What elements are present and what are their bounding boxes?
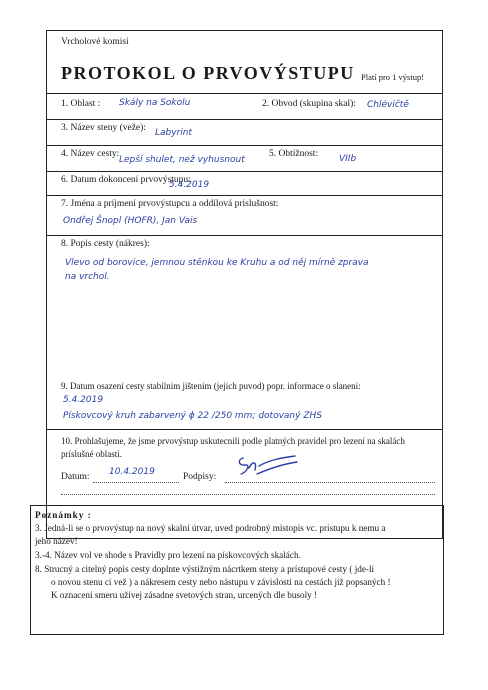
popis-line-1[interactable]: Vlevo od borovice, jemnou stěnkou ke Kruhu a od něj mírně zprava bbox=[65, 258, 369, 268]
row-datum-dokonceni bbox=[47, 171, 442, 196]
osazeni-label: 9. Datum osazení cesty stabilním jištením (jejich puvod) popr. informace o slanení: bbox=[61, 381, 361, 391]
note-line-2: jeho název! bbox=[35, 536, 78, 546]
notes-box bbox=[30, 505, 444, 635]
cesta-label: 4. Název cesty: bbox=[61, 149, 120, 159]
popis-line-2[interactable]: na vrchol. bbox=[65, 272, 110, 282]
osazeni-date[interactable]: 5.4.2019 bbox=[63, 395, 104, 405]
page-title: PROTOKOL O PRVOVÝSTUPU bbox=[61, 63, 355, 83]
stena-value[interactable]: Labyrint bbox=[155, 128, 193, 138]
jmena-value[interactable]: Ondřej Šnopl (HOFR), Jan Vais bbox=[63, 216, 198, 226]
row-cesta bbox=[47, 145, 442, 172]
committee-label: Vrcholové komisi bbox=[61, 37, 129, 47]
declaration-line-1: 10. Prohlašujeme, že jsme prvovýstup uskutecnili podle platných pravidel pro lezení na skalách bbox=[61, 436, 405, 446]
obtiznost-value[interactable]: VIIb bbox=[339, 154, 357, 164]
osazeni-detail[interactable]: Pískovcový kruh zabarvený ϕ 22 /250 mm; dotovaný ZHS bbox=[63, 411, 322, 421]
datum-dokonceni-label: 6. Datum dokoncení prvovýstupu: bbox=[61, 175, 191, 185]
oblast-label: 1. Oblast : bbox=[61, 99, 101, 109]
popis-label: 8. Popis cesty (nákres): bbox=[61, 239, 150, 249]
note-line-6: K oznacení smeru užívej zásadne svetových stran, urcených dle busoly ! bbox=[51, 590, 318, 600]
note-line-4: 8. Strucný a citelný popis cesty doplnte výstižným nácrtkem steny a prístupové cesty ( jde-li bbox=[35, 564, 375, 574]
extra-line bbox=[61, 494, 435, 495]
note-line-1: 3. Jedná-li se o prvovýstup na nový skalní útvar, uved podrobný místopis vc. prístupu k nemu a bbox=[35, 523, 386, 533]
protocol-form bbox=[46, 30, 443, 539]
declaration-line-2: príslušné oblasti. bbox=[61, 449, 122, 459]
row-oblast bbox=[47, 93, 442, 120]
oblast-value[interactable]: Skály na Sokolu bbox=[119, 98, 191, 108]
datum-label: Datum: bbox=[61, 472, 90, 482]
row-prohlaseni bbox=[47, 429, 442, 500]
copy-note: Platí pro 1 výstup! bbox=[361, 72, 425, 82]
podpisy-line bbox=[225, 482, 435, 483]
row-popis bbox=[47, 235, 442, 376]
podpisy-label: Podpisy: bbox=[183, 472, 217, 482]
notes-heading: Poznámky : bbox=[35, 510, 92, 520]
cesta-value[interactable]: Lepší shulet, než vyhusnout bbox=[119, 155, 245, 165]
obvod-label: 2. Obvod (skupina skal): bbox=[262, 99, 356, 109]
row-osazeni bbox=[47, 375, 442, 429]
signature bbox=[235, 452, 305, 482]
datum-value[interactable]: 10.4.2019 bbox=[109, 467, 155, 477]
row-stena bbox=[47, 119, 442, 146]
stena-label: 3. Název steny (veže): bbox=[61, 123, 146, 133]
row-jmena bbox=[47, 195, 442, 236]
note-line-3: 3.-4. Název vol ve shode s Pravidly pro lezení na pískovcových skalách. bbox=[35, 550, 301, 560]
obvod-value[interactable]: Chlévičtě bbox=[367, 100, 409, 110]
note-line-5: o novou stenu ci vež ) a nákresem cesty nebo nástupu v závislosti na cestách již popsaných ! bbox=[51, 577, 391, 587]
datum-line bbox=[93, 482, 179, 483]
obtiznost-label: 5. Obtížnost: bbox=[269, 149, 319, 159]
jmena-label: 7. Jména a príjmení prvovýstupcu a oddílová príslušnost: bbox=[61, 199, 279, 209]
datum-dokonceni-value[interactable]: 5.4.2019 bbox=[169, 180, 210, 190]
